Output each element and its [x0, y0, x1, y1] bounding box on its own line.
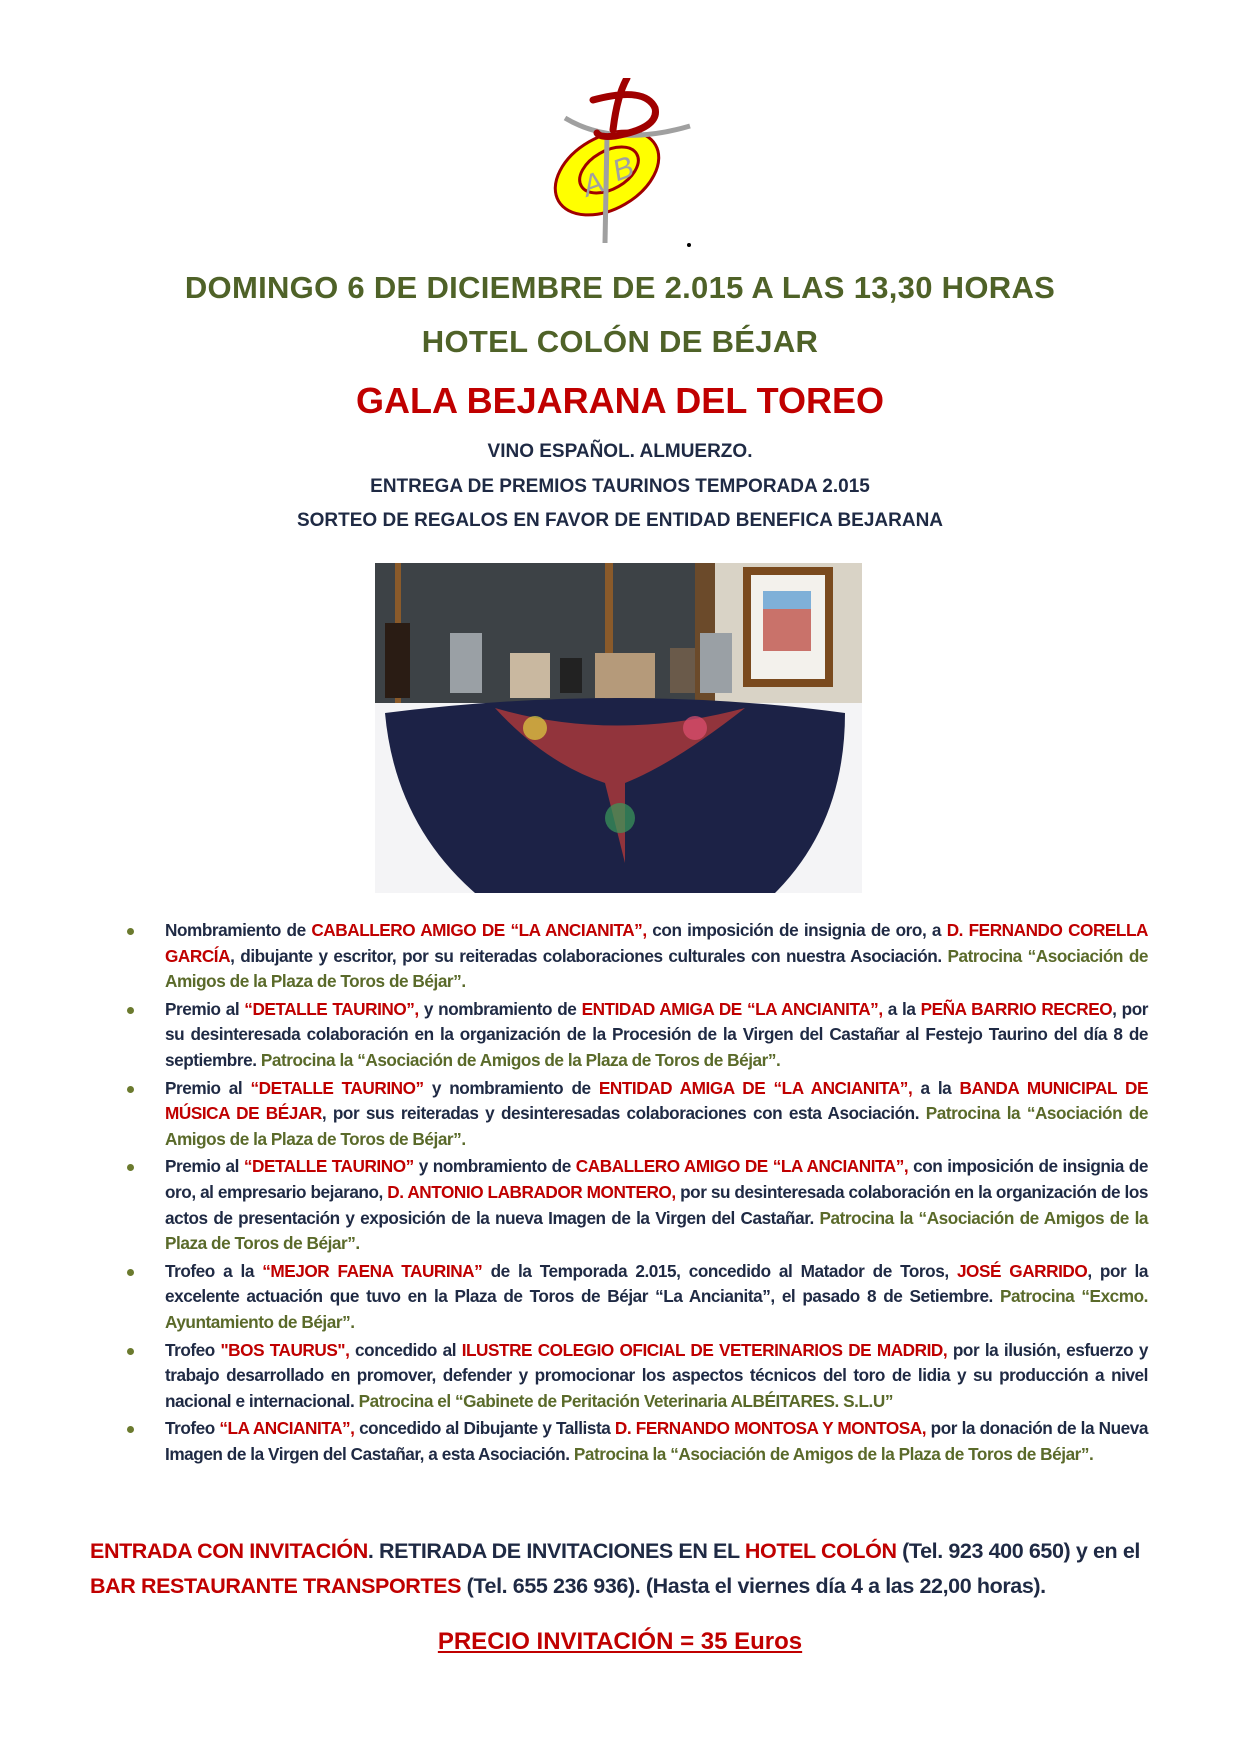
award-item	[165, 1076, 1148, 1153]
body-text: concedido al	[349, 1339, 462, 1360]
highlight-text: "BOS TAURUS",	[220, 1339, 350, 1360]
body-text: con imposición de insignia de oro, a	[646, 920, 947, 940]
body-text: , por su desinteresada colaboración en la organización de la Procesión de la Virgen del Castañar al Festejo Taurino del día 8 de septiembre.	[165, 998, 1148, 1070]
svg-text:B: B	[608, 150, 639, 189]
body-text: y nombramiento de	[413, 1156, 576, 1177]
body-text: , por la excelente actuación que tuvo en la Plaza de Toros de Béjar “La Ancianita”, el pasado 8 de Setiembre.	[165, 1260, 1148, 1307]
highlight-text: “DETALLE TAURINO”,	[244, 998, 419, 1019]
bullet-icon	[127, 1348, 134, 1355]
event-venue: HOTEL COLÓN DE BÉJAR	[421, 324, 819, 359]
event-title: GALA BEJARANA DEL TOREO	[355, 380, 885, 421]
body-text: Premio al	[165, 1077, 251, 1098]
body-text: y nombramiento de	[423, 1077, 599, 1098]
award-item	[165, 1338, 1148, 1415]
invitation-price: PRECIO INVITACIÓN = 35 Euros	[437, 1628, 803, 1655]
highlight-text: “LA ANCIANITA”,	[219, 1418, 355, 1439]
sponsor-text: Patrocina el “Gabinete de Peritación Veterinaria ALBÉITARES. S.L.U”	[358, 1390, 893, 1411]
subtitle-3: SORTEO DE REGALOS EN FAVOR DE ENTIDAD BENEFICA BEJARANA	[296, 510, 944, 531]
dot	[687, 243, 691, 247]
highlight-text: ENTIDAD AMIGA DE “LA ANCIANITA”,	[598, 1077, 913, 1098]
sponsor-text: Patrocina la “Asociación de Amigos de la Plaza de Toros de Béjar”.	[260, 1049, 781, 1070]
body-text: a la	[912, 1077, 960, 1098]
body-text: concedido al Dibujante y Tallista	[354, 1418, 615, 1439]
bullet-icon	[127, 1164, 134, 1171]
sponsor-text: Patrocina “Asociación de Amigos de la Plaza de Toros de Béjar”.	[165, 945, 1148, 992]
highlight-text: “MEJOR FAENA TAURINA”	[262, 1260, 483, 1281]
bullet-icon	[127, 1269, 134, 1276]
body-text: con imposición de insignia de oro, al empresario bejarano,	[165, 1156, 1148, 1202]
invitation-info	[90, 1534, 1150, 1604]
award-item	[165, 1259, 1148, 1336]
body-text: por la ilusión, esfuerzo y trabajo desarrollado en promover, defender y promocionar los aspectos técnicos del toro de lidia y su producción a nivel nacional e internacional.	[165, 1339, 1148, 1411]
trophies-photo	[375, 563, 862, 893]
body-text: Premio al	[165, 1156, 244, 1177]
highlight-text: HOTEL COLÓN	[744, 1539, 897, 1563]
body-text: , dibujante y escritor, por su reiteradas colaboraciones culturales con nuestra Asociación.	[230, 945, 948, 966]
bullet-icon	[127, 1426, 134, 1433]
body-text: por la donación de la Nueva Imagen de la Virgen del Castañar, a esta Asociación.	[165, 1418, 1148, 1464]
subtitle-2: ENTREGA DE PREMIOS TAURINOS TEMPORADA 2.015	[370, 476, 870, 497]
bullet-icon	[127, 928, 134, 935]
body-text: de la Temporada 2.015, concedido al Matador de Toros,	[482, 1260, 957, 1281]
body-text: , por sus reiteradas y desinteresadas colaboraciones con esta Asociación.	[321, 1103, 926, 1124]
bullet-icon	[127, 1086, 134, 1093]
body-text: . RETIRADA DE INVITACIONES EN EL	[367, 1539, 745, 1563]
body-text: a la	[882, 998, 921, 1019]
body-text: Trofeo a la	[165, 1260, 263, 1281]
highlight-text: BANDA MUNICIPAL DE MÚSICA DE BÉJAR	[165, 1077, 1148, 1124]
body-text: y nombramiento de	[418, 998, 582, 1019]
body-text: (Tel. 923 400 650) y en el	[896, 1539, 1140, 1563]
highlight-text: “DETALLE TAURINO”	[250, 1077, 424, 1098]
highlight-text: ILUSTRE COLEGIO OFICIAL DE VETERINARIOS DE MADRID,	[461, 1339, 948, 1360]
sponsor-text: Patrocina la “Asociación de Amigos de la Plaza de Toros de Béjar”.	[165, 1207, 1149, 1254]
highlight-text: D. ANTONIO LABRADOR MONTERO,	[387, 1181, 676, 1202]
award-item	[165, 997, 1148, 1074]
sponsor-text: Patrocina la “Asociación de Amigos de la Plaza de Toros de Béjar”.	[165, 1103, 1149, 1149]
award-item	[165, 918, 1148, 995]
svg-text:A: A	[578, 165, 609, 204]
subtitle-1: VINO ESPAÑOL. ALMUERZO.	[487, 441, 753, 462]
sponsor-text: Patrocina la “Asociación de Amigos de la Plaza de Toros de Béjar”.	[573, 1443, 1094, 1464]
highlight-text: “DETALLE TAURINO”	[243, 1156, 414, 1177]
highlight-text: CABALLERO AMIGO DE “LA ANCIANITA”,	[311, 920, 647, 940]
body-text: (Tel. 655 236 936). (Hasta el viernes día 4 a las 22,00 horas).	[461, 1574, 1046, 1598]
event-date: DOMINGO 6 DE DICIEMBRE DE 2.015 A LAS 13,30 HORAS	[184, 270, 1056, 305]
highlight-text: CABALLERO AMIGO DE “LA ANCIANITA”,	[575, 1156, 909, 1177]
highlight-text: D. FERNANDO MONTOSA Y MONTOSA,	[614, 1418, 927, 1439]
body-text: Trofeo	[165, 1339, 221, 1360]
sponsor-text: Patrocina “Excmo. Ayuntamiento de Béjar”.	[165, 1286, 1148, 1332]
award-item	[165, 1154, 1148, 1256]
highlight-text: BAR RESTAURANTE TRANSPORTES	[90, 1574, 462, 1598]
highlight-text: ENTIDAD AMIGA DE “LA ANCIANITA”,	[581, 998, 883, 1019]
body-text: Trofeo	[165, 1418, 220, 1439]
body-text: Nombramiento de	[165, 920, 312, 940]
body-text: Premio al	[165, 998, 245, 1019]
highlight-text: PEÑA BARRIO RECREO	[920, 998, 1113, 1019]
awards-list	[165, 918, 1148, 1469]
highlight-text: JOSÉ GARRIDO	[956, 1260, 1088, 1281]
body-text: por su desinteresada colaboración en la organización de los actos de presentación y exposición de la nueva Imagen de la Virgen del Castañar.	[165, 1181, 1148, 1228]
bullet-icon	[127, 1007, 134, 1014]
award-item	[165, 1416, 1148, 1467]
association-logo	[545, 78, 695, 248]
highlight-text: ENTRADA CON INVITACIÓN	[90, 1539, 368, 1563]
highlight-text: D. FERNANDO CORELLA GARCÍA	[165, 920, 1148, 966]
